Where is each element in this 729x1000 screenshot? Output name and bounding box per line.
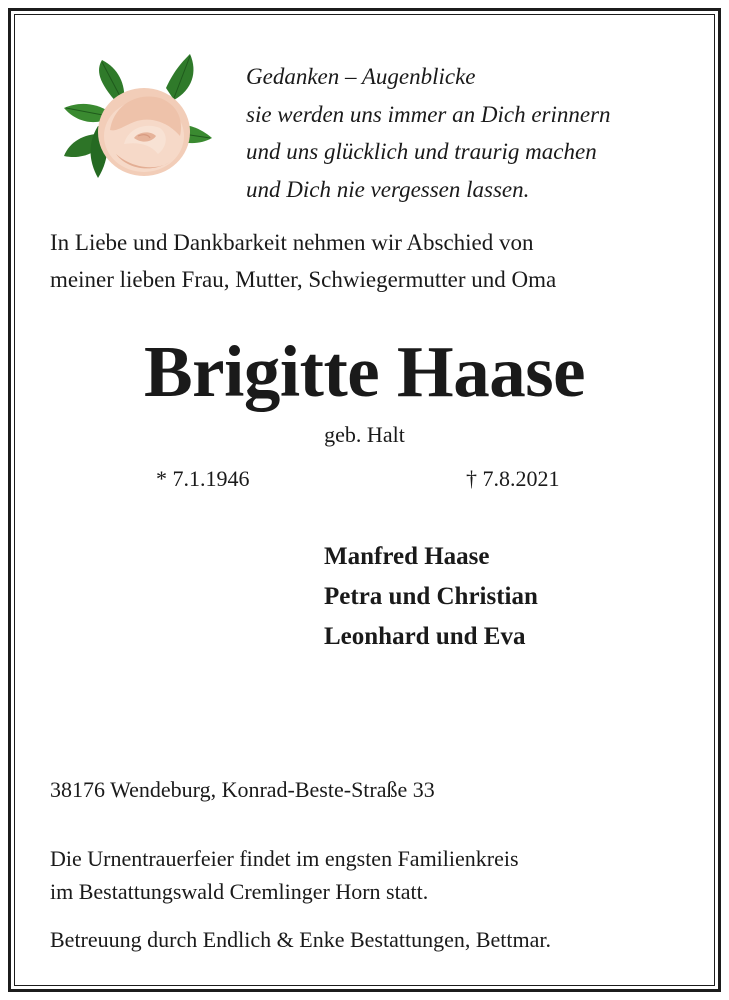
family-member: Leonhard und Eva [324,623,526,650]
family-member: Petra und Christian [324,583,538,610]
maiden-name: geb. Halt [324,422,405,447]
death-date: † 7.8.2021 [466,466,560,491]
rose-icon [58,52,218,184]
deceased-name: Brigitte Haase [143,331,586,412]
poem-line: Gedanken – Augenblicke [246,64,476,89]
undertaker-notice: Betreuung durch Endlich & Enke Bestattungen, Bettmar. [50,927,551,952]
ceremony-line: Die Urnentrauerfeier findet im engsten Familienkreis [50,846,519,871]
intro-text [50,224,556,298]
intro-line: In Liebe und Dankbarkeit nehmen wir Abschied von [50,230,534,255]
address: 38176 Wendeburg, Konrad-Beste-Straße 33 [50,777,435,802]
poem [246,58,611,208]
poem-line: und Dich nie vergessen lassen. [246,176,530,202]
ceremony-notice [50,842,519,908]
family-signatures [324,537,538,657]
poem-line: sie werden uns immer an Dich erinnern [246,101,611,127]
intro-line: meiner lieben Frau, Mutter, Schwiegermutter und Oma [50,267,557,292]
family-member: Manfred Haase [324,543,490,570]
poem-line: und uns glücklich und traurig machen [246,139,597,164]
birth-date: * 7.1.1946 [156,466,250,491]
ceremony-line: im Bestattungswald Cremlinger Horn statt. [50,879,429,904]
